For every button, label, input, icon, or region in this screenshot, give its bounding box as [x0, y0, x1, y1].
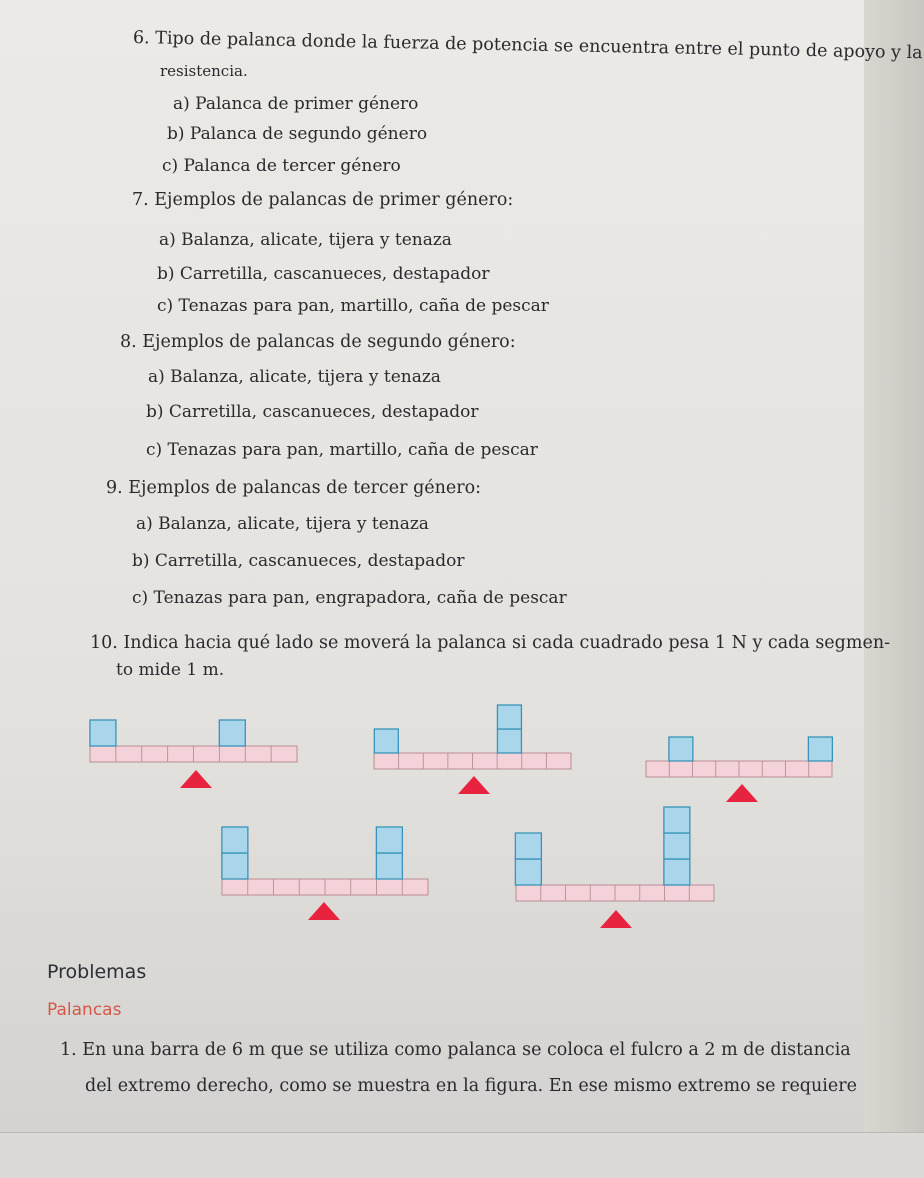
fulcrum	[308, 902, 340, 920]
q6-option-c: c) Palanca de tercer género	[162, 156, 401, 176]
weight-square	[376, 827, 402, 853]
q7-option-a: a) Balanza, alicate, tijera y tenaza	[159, 230, 452, 250]
question-6-text-cont: resistencia.	[160, 62, 248, 80]
weight-square	[664, 833, 690, 859]
problem-1-text: 1. En una barra de 6 m que se utiliza como palanca se coloca el fulcro a 2 m de distancia	[60, 1040, 851, 1060]
fulcrum	[458, 776, 490, 794]
lever-diagram-3	[646, 737, 832, 802]
q6-option-b: b) Palanca de segundo género	[167, 124, 428, 144]
weight-square	[90, 720, 116, 746]
q9-option-c: c) Tenazas para pan, engrapadora, caña de pescar	[132, 588, 567, 608]
lever-diagram-2	[374, 705, 571, 794]
weight-square	[664, 859, 690, 885]
weight-square	[222, 853, 248, 879]
weight-square	[374, 729, 398, 753]
lever-diagram-4	[222, 827, 428, 920]
fulcrum	[600, 910, 632, 928]
weight-square	[515, 833, 541, 859]
weight-square	[669, 737, 693, 761]
weight-square	[222, 827, 248, 853]
question-8-text: 8. Ejemplos de palancas de segundo género:	[120, 332, 516, 352]
q6-option-a: a) Palanca de primer género	[173, 94, 419, 114]
lever-diagram-1	[90, 720, 297, 788]
question-6-text: 6. Tipo de palanca donde la fuerza de potencia se encuentra entre el punto de apoyo y la	[132, 28, 923, 64]
question-7-text: 7. Ejemplos de palancas de primer género:	[132, 190, 514, 210]
fulcrum	[726, 784, 758, 802]
question-9-text: 9. Ejemplos de palancas de tercer género:	[106, 478, 482, 498]
section-subtitle: Palancas	[47, 1000, 122, 1020]
q7-option-b: b) Carretilla, cascanueces, destapador	[157, 264, 490, 284]
fulcrum	[180, 770, 212, 788]
question-10-text: 10. Indica hacia qué lado se moverá la palanca si cada cuadrado pesa 1 N y cada segmen-	[90, 633, 891, 653]
weight-square	[664, 807, 690, 833]
q8-option-a: a) Balanza, alicate, tijera y tenaza	[148, 367, 441, 387]
section-title: Problemas	[47, 961, 147, 983]
q7-option-c: c) Tenazas para pan, martillo, caña de pescar	[157, 296, 549, 316]
q9-option-b: b) Carretilla, cascanueces, destapador	[132, 551, 465, 571]
weight-square	[219, 720, 245, 746]
q8-option-b: b) Carretilla, cascanueces, destapador	[146, 402, 479, 422]
weight-square	[376, 853, 402, 879]
q9-option-a: a) Balanza, alicate, tijera y tenaza	[136, 514, 429, 534]
question-10-text-cont: to mide 1 m.	[116, 660, 225, 680]
problem-1-text-cont: del extremo derecho, como se muestra en la figura. En ese mismo extremo se requiere	[85, 1076, 857, 1096]
weight-square	[808, 737, 832, 761]
weight-square	[497, 705, 521, 729]
lever-diagram-5	[515, 807, 714, 928]
q8-option-c: c) Tenazas para pan, martillo, caña de pescar	[146, 440, 538, 460]
weight-square	[515, 859, 541, 885]
weight-square	[497, 729, 521, 753]
